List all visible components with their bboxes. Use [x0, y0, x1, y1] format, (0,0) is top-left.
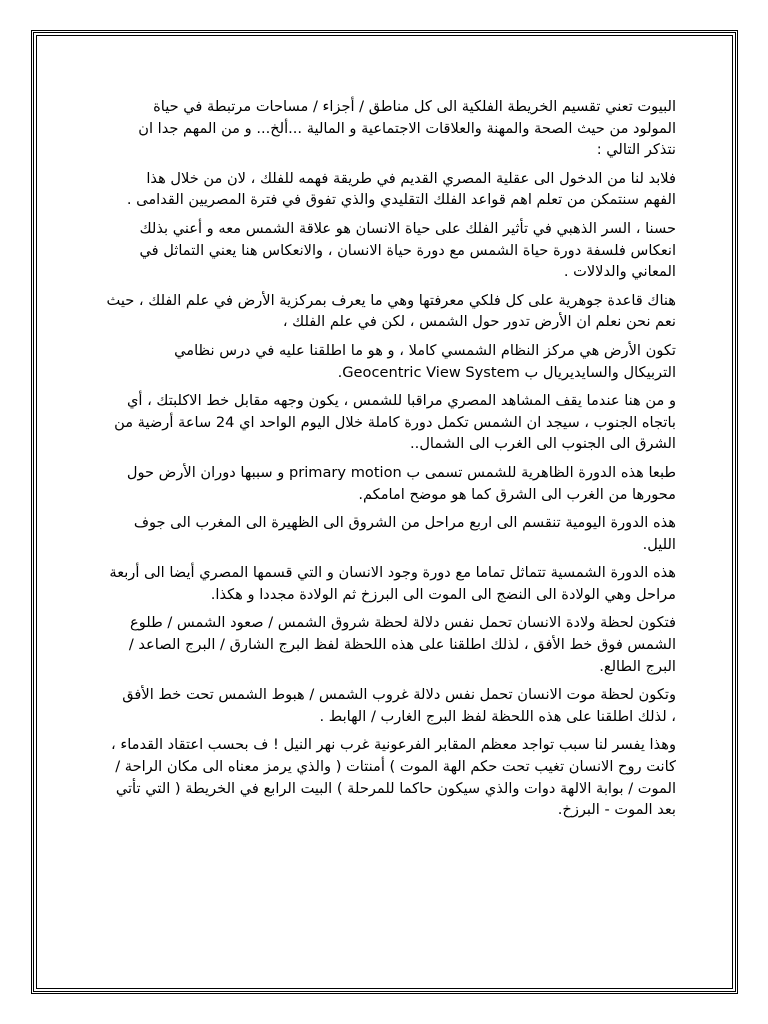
paragraph-golden-secret: حسنا ، السر الذهبي في تأثير الفلك على حياة الانسان هو علاقة الشمس معه و أعني بذلك انعكاس فلسفة دورة حياة الشمس مع دورة حياة الانسان ، والانعكاس هنا يعني التماثل في المعاني والدلالات . — [139, 219, 676, 281]
paragraph-primary-motion: طبعا هذه الدورة الظاهرية للشمس تسمى ب primary motion و سببها دوران الأرض حول محورها من الغرب الى الشرق كما هو موضح امامكم. — [126, 463, 676, 503]
paragraph-observer-south: و من هنا عندما يقف المشاهد المصري مراقبا للشمس ، يكون وجهه مقابل خط الاكلبتك ، أي باتجاه الجنوب ، سيجد ان الشمس تكمل دورة كاملة خلال اليوم الواحد اي 24 ساعة أرضية من الشرق الى الجنوب الى الغرب الى الشمال.. — [114, 392, 676, 453]
paragraph-houses-definition: البيوت تعني تقسيم الخريطة الفلكية الى كل مناطق / أجزاء / مساحات مرتبطة في حياة المولود من حيث الصحة والمهنة والعلاقات الاجتماعية و المالية ...ألخ... و من المهم جدا ان نتذكر التالي : — [138, 98, 676, 159]
paragraph-death-descendant: وتكون لحظة موت الانسان تحمل نفس دلالة غروب الشمس / هبوط الشمس تحت خط الأفق ، لذلك اطلقنا على هذه اللحظة لفظ البرج الغارب / الهابط . — [122, 686, 676, 725]
paragraph-earth-center: تكون الأرض هي مركز النظام الشمسي كاملا ، و هو ما اطلقنا عليه في درس نظامي التربيكال والسايديريال ب Geocentric View System. — [174, 341, 676, 381]
paragraph-four-stages: هذه الدورة اليومية تنقسم الى اربع مراحل من الشروق الى الظهيرة الى المغرب الى جوف الليل. — [133, 514, 676, 553]
paragraph-human-cycle: هذه الدورة الشمسية تتماثل تماما مع دورة وجود الانسان و التي قسمها المصري أيضا الى أربعة مراحل وهي الولادة الى النضج الى الموت الى البرزخ ثم الولادة مجددا و هكذا. — [109, 564, 676, 603]
paragraph-birth-ascendant: فتكون لحظة ولادة الانسان تحمل نفس دلالة لحظة شروق الشمس / صعود الشمس / طلوع الشمس فوق خط الأفق ، لذلك اطلقنا على هذه اللحظة لفظ البرج الشارق / البرج الصاعد / البرج الطالع. — [128, 614, 676, 675]
paragraph-tombs-west-nile: وهذا يفسر لنا سبب تواجد معظم المقابر الفرعونية غرب نهر النيل ! ف بحسب اعتقاد القدماء ، كانت روح الانسان تغيب تحت حكم الهة الموت ) أمنتات ( والذي يرمز معناه الى مكان الراحة / الموت / بوابة الالهة دوات والذي سيكون حاكما للمرحلة ) البيت الرابع في الخريطة ( التي تأتي بعد الموت - البرزخ. — [111, 736, 676, 819]
paragraph-geocentric-rule: هناك قاعدة جوهرية على كل فلكي معرفتها وهي ما يعرف بمركزية الأرض في علم الفلك ، حيث نعم نحن نعلم ان الأرض تدور حول الشمس ، لكن في علم الفلك ، — [106, 291, 676, 331]
paragraph-egyptian-mindset: فلابد لنا من الدخول الى عقلية المصري القديم في طريقة فهمه للفلك ، لان من خلال هذا الفهم سنتمكن من تعلم اهم قواعد الفلك التقليدي والذي تفوق في فترة المصريين القدامى . — [126, 169, 676, 209]
document-body — [96, 96, 676, 828]
